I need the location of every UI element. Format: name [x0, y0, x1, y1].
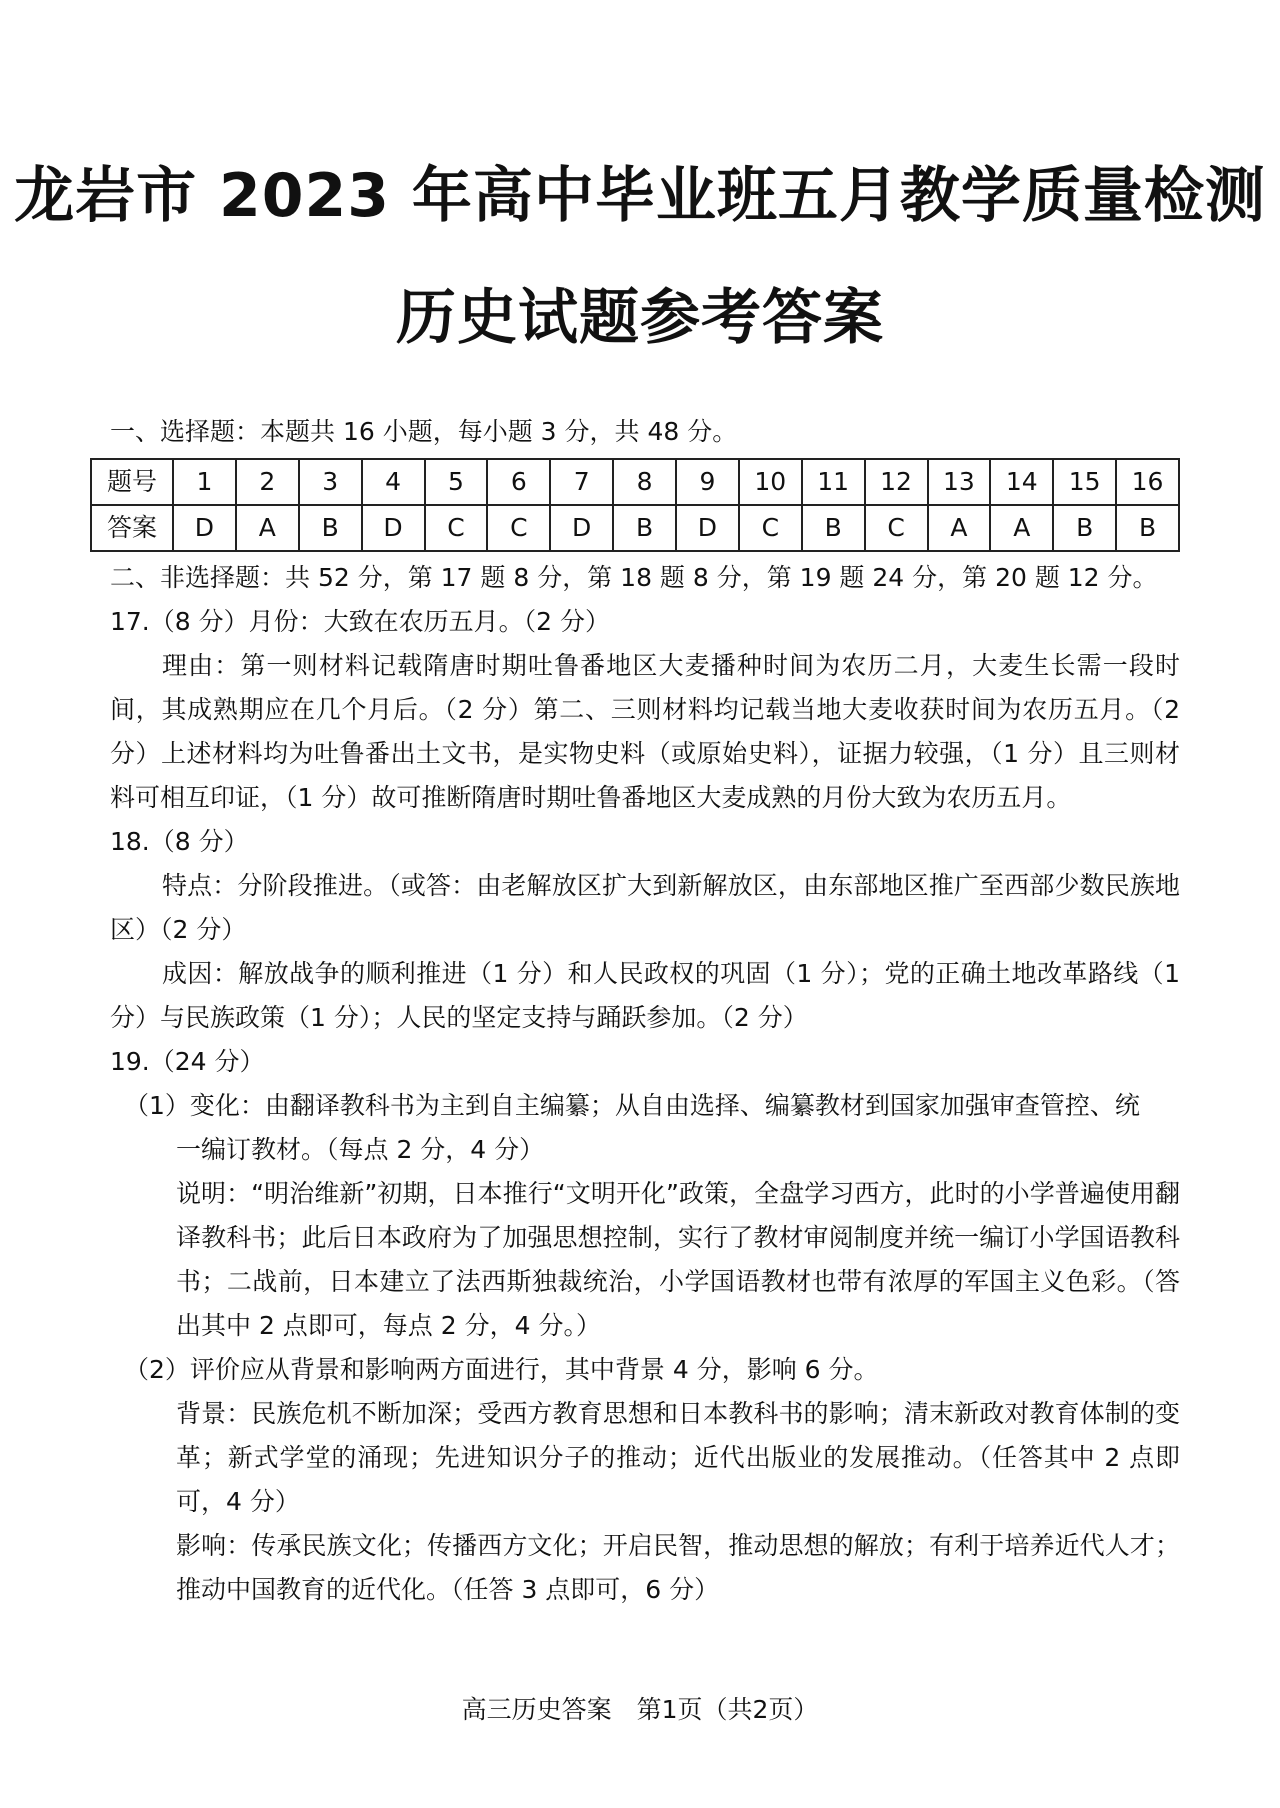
answer-cell: D: [550, 505, 613, 551]
question-number-cell: 12: [865, 459, 928, 505]
question-number-cell: 4: [362, 459, 425, 505]
question-number-cell: 11: [802, 459, 865, 505]
q17-reason: 理由：第一则材料记载隋唐时期吐鲁番地区大麦播种时间为农历二月，大麦生长需一段时间，其成熟期应在几个月后。（2 分）第二、三则材料均记载当地大麦收获时间为农历五月。（2 分）上述材料均为吐鲁番出土文书，是实物史料（或原始史料），证据力较强，（1 分）且三则材料可相互印证，（1 分）故可推断隋唐时期吐鲁番地区大麦成熟的月份大致为农历五月。: [110, 651, 1180, 812]
page-subtitle: 历史试题参考答案: [396, 283, 884, 353]
question-number-cell: 1: [173, 459, 236, 505]
answer-cell: B: [299, 505, 362, 551]
q19-part1-note: 说明：“明治维新”初期，日本推行“文明开化”政策，全盘学习西方，此时的小学普遍使用翻译教科书；此后日本政府为了加强思想控制，实行了教材审阅制度并统一编订小学国语教科书；二战前，日本建立了法西斯独裁统治，小学国语教材也带有浓厚的军国主义色彩。（答出其中 2 点即可，每点 2 分，4 分。）: [176, 1179, 1180, 1340]
answer-cell: C: [425, 505, 488, 551]
q19-part1-heading: （1）变化：由翻译教科书为主到自主编纂；从自由选择、编纂教材到国家加强审查管控、统: [124, 1091, 1140, 1120]
question-number-cell: 16: [1116, 459, 1179, 505]
answer-cell: B: [1116, 505, 1179, 551]
question-number-cell: 3: [299, 459, 362, 505]
question-number-cell: 15: [1053, 459, 1116, 505]
question-number-cell: 8: [613, 459, 676, 505]
q19-part2-background: 背景：民族危机不断加深；受西方教育思想和日本教科书的影响；清末新政对教育体制的变革；新式学堂的涌现；先进知识分子的推动；近代出版业的发展推动。（任答其中 2 点即可，4 分）: [176, 1399, 1180, 1516]
answer-cell: A: [236, 505, 299, 551]
answer-cell: B: [802, 505, 865, 551]
question-number-cell: 7: [550, 459, 613, 505]
answer-cell: B: [613, 505, 676, 551]
answer-cell: C: [865, 505, 928, 551]
question-number-cell: 5: [425, 459, 488, 505]
question-number-cell: 10: [739, 459, 802, 505]
question-number-cell: 14: [990, 459, 1053, 505]
answer-cell: B: [1053, 505, 1116, 551]
question-number-cell: 6: [487, 459, 550, 505]
row-label-number: 题号: [91, 459, 173, 505]
answer-content: [106, 410, 1180, 1612]
q17-heading: 17.（8 分）月份：大致在农历五月。（2 分）: [110, 607, 610, 636]
q18-heading: 18.（8 分）: [110, 827, 249, 856]
q19-part1-continued: 一编订教材。（每点 2 分，4 分）: [176, 1135, 545, 1164]
answer-table: [90, 458, 1180, 552]
page-title: 龙岩市 2023 年高中毕业班五月教学质量检测: [14, 161, 1266, 231]
question-number-cell: 2: [236, 459, 299, 505]
q19-part2-heading: （2）评价应从背景和影响两方面进行，其中背景 4 分，影响 6 分。: [124, 1355, 879, 1384]
answer-cell: C: [739, 505, 802, 551]
answer-cell: D: [362, 505, 425, 551]
question-number-cell: 13: [928, 459, 991, 505]
answer-cell: D: [173, 505, 236, 551]
table-row-answers: [91, 505, 1179, 551]
answer-cell: A: [990, 505, 1053, 551]
q18-causes: 成因：解放战争的顺利推进（1 分）和人民政权的巩固（1 分）；党的正确土地改革路线（1 分）与民族政策（1 分）；人民的坚定支持与踊跃参加。（2 分）: [110, 959, 1180, 1032]
table-row-numbers: [91, 459, 1179, 505]
section2-heading: 二、非选择题：共 52 分，第 17 题 8 分，第 18 题 8 分，第 19 题 24 分，第 20 题 12 分。: [110, 563, 1158, 592]
row-label-answer: 答案: [91, 505, 173, 551]
answer-cell: A: [928, 505, 991, 551]
question-number-cell: 9: [676, 459, 739, 505]
section1-heading: 一、选择题：本题共 16 小题，每小题 3 分，共 48 分。: [110, 417, 738, 446]
answer-cell: C: [487, 505, 550, 551]
q19-heading: 19.（24 分）: [110, 1047, 265, 1076]
page-footer: 高三历史答案 第1页（共2页）: [461, 1695, 819, 1724]
q18-features: 特点：分阶段推进。（或答：由老解放区扩大到新解放区，由东部地区推广至西部少数民族地区）（2 分）: [110, 871, 1180, 944]
answer-cell: D: [676, 505, 739, 551]
q19-part2-impact: 影响：传承民族文化；传播西方文化；开启民智，推动思想的解放；有利于培养近代人才；推动中国教育的近代化。（任答 3 点即可，6 分）: [176, 1531, 1180, 1604]
